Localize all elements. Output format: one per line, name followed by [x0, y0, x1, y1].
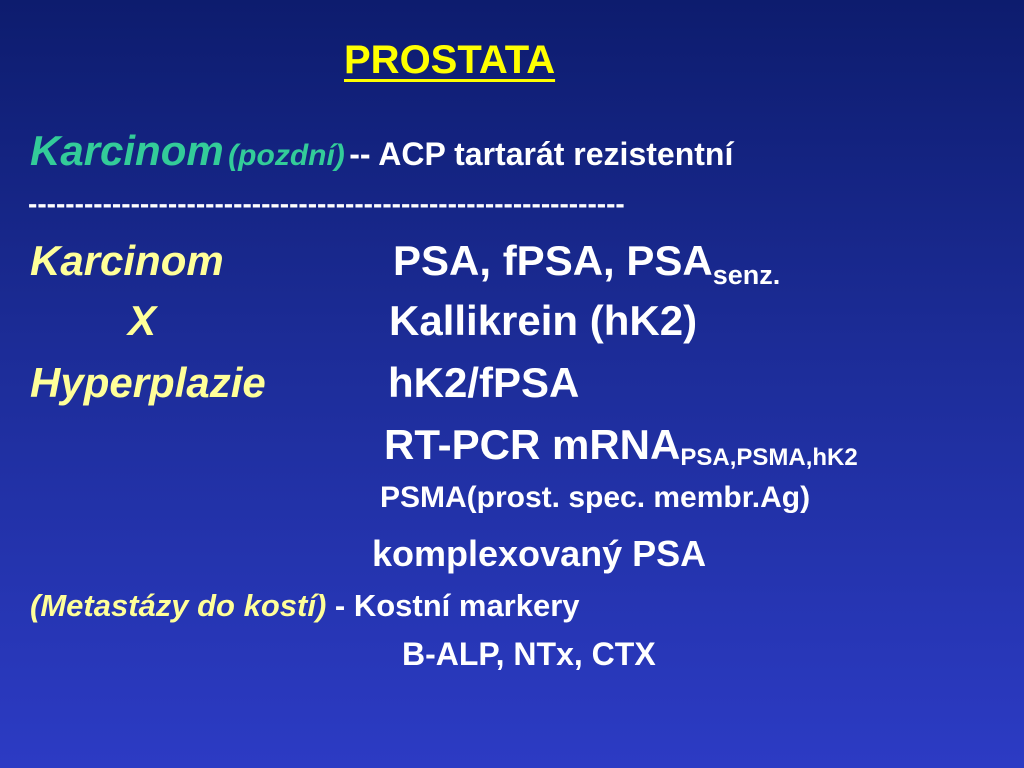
bone-markers-label: - Kostní markery [326, 588, 580, 623]
metastasis-line [30, 590, 580, 621]
late-carcinoma-term: Karcinom [30, 127, 224, 174]
rt-pcr-subscript: PSA,PSMA,hK2 [680, 444, 858, 471]
late-qualifier: (pozdní) [228, 139, 345, 172]
metastasis-qualifier: (Metastázy do kostí) [30, 588, 327, 623]
kallikrein-line: Kallikrein (hK2) [389, 297, 698, 344]
psa-markers-text: PSA, fPSA, PSA [393, 237, 713, 284]
rt-pcr-line [384, 421, 858, 471]
acp-description: -- ACP tartarát rezistentní [349, 136, 734, 172]
psa-subscript: senz. [712, 260, 781, 290]
complexed-psa-line: komplexovaný PSA [372, 533, 707, 574]
dashed-divider: ---------------------------------------------------------------- [28, 188, 625, 219]
late-carcinoma-line [30, 127, 734, 174]
psma-line: PSMA(prost. spec. membr.Ag) [380, 481, 811, 514]
rt-pcr-text: RT-PCR mRNA [384, 421, 681, 468]
hk2-ratio-line: hK2/fPSA [388, 359, 580, 406]
slide-title: PROSTATA [344, 38, 556, 82]
hyperplasia-label: Hyperplazie [30, 359, 266, 406]
psa-markers-line [393, 237, 781, 290]
carcinoma-label: Karcinom [30, 237, 224, 284]
versus-label: X [128, 297, 157, 344]
bone-markers-list: B-ALP, NTx, CTX [402, 636, 656, 672]
